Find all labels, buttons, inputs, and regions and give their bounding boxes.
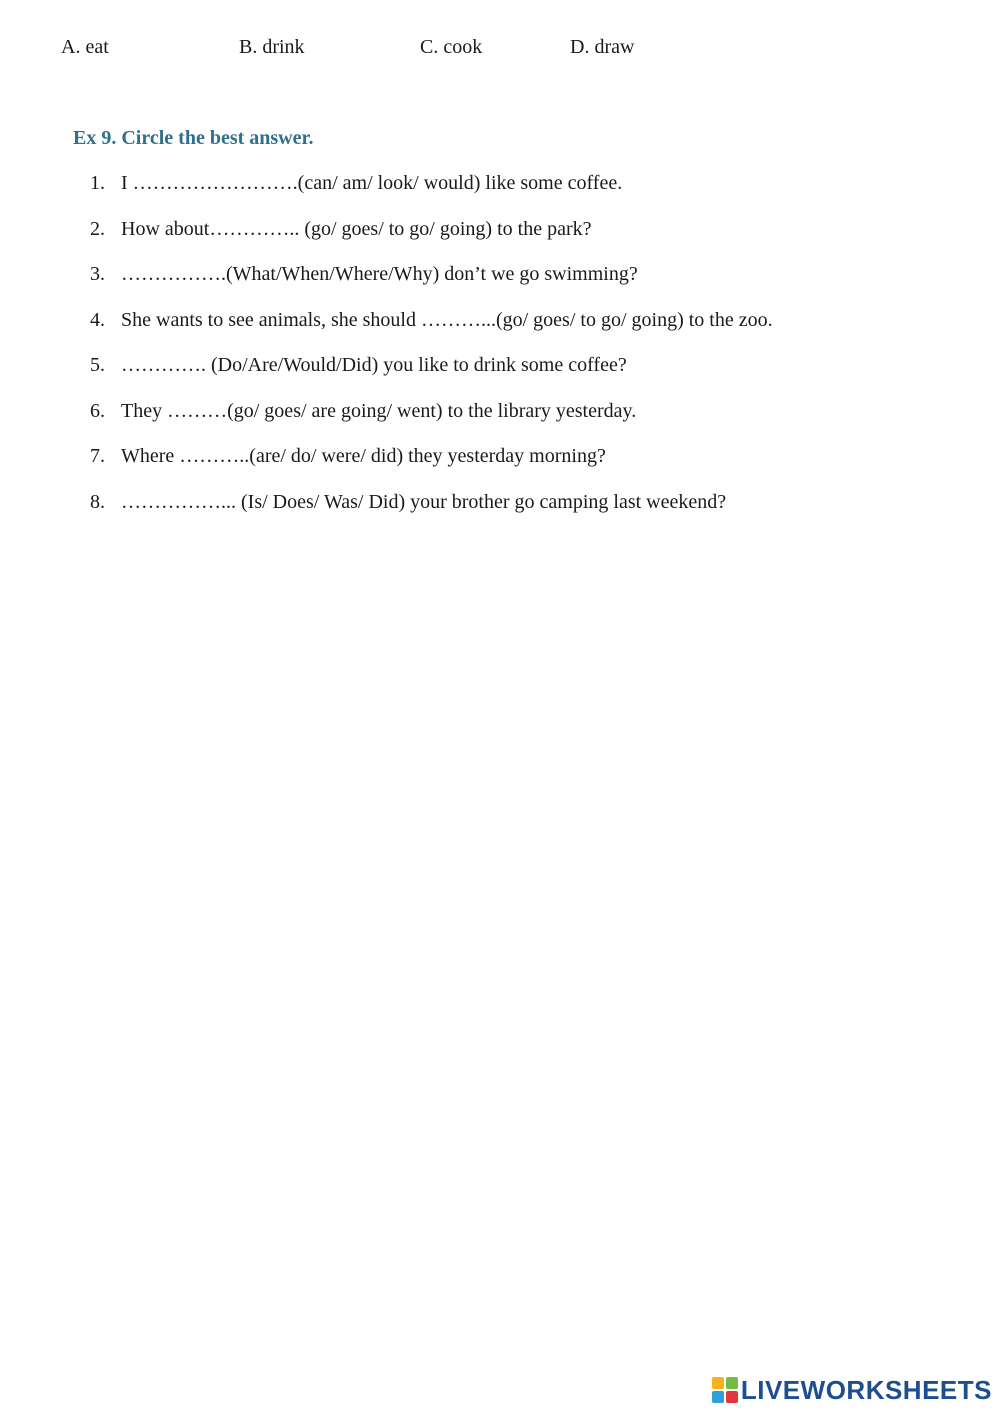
answer-options-row bbox=[0, 36, 1000, 64]
question-item bbox=[0, 218, 1000, 264]
question-text: They ………(go/ goes/ are going/ went) to the library yesterday. bbox=[121, 399, 637, 422]
question-number: 2. bbox=[90, 217, 105, 240]
question-item bbox=[0, 354, 1000, 400]
question-item bbox=[0, 400, 1000, 446]
question-text: She wants to see animals, she should ………...(go/ goes/ to go/ going) to the zoo. bbox=[121, 308, 773, 331]
question-number: 3. bbox=[90, 263, 105, 285]
brand-wordmark: LIVEWORKSHEETS bbox=[740, 1374, 992, 1405]
liveworksheets-brand bbox=[712, 1375, 992, 1405]
question-text: …………. (Do/Are/Would/Did) you like to drink some coffee? bbox=[121, 354, 627, 376]
question-item bbox=[0, 491, 1000, 537]
option-c: C. cook bbox=[420, 36, 483, 58]
question-item bbox=[0, 172, 1000, 218]
question-item bbox=[0, 445, 1000, 491]
question-number: 5. bbox=[90, 354, 105, 376]
question-number: 8. bbox=[90, 490, 105, 513]
option-a: A. eat bbox=[61, 36, 109, 58]
question-number: 6. bbox=[90, 399, 105, 422]
question-text: …………….(What/When/Where/Why) don’t we go swimming? bbox=[121, 263, 638, 285]
liveworksheets-logo-icon bbox=[712, 1377, 738, 1403]
question-number: 4. bbox=[90, 308, 105, 331]
option-d: D. draw bbox=[570, 36, 635, 58]
option-b: B. drink bbox=[239, 36, 305, 58]
question-text: Where ………..(are/ do/ were/ did) they yesterday morning? bbox=[121, 445, 606, 467]
question-number: 7. bbox=[90, 445, 105, 467]
question-item bbox=[0, 263, 1000, 309]
question-text: I …………………….(can/ am/ look/ would) like some coffee. bbox=[121, 172, 623, 194]
question-text: ……………... (Is/ Does/ Was/ Did) your brother go camping last weekend? bbox=[121, 490, 727, 513]
question-text: How about………….. (go/ goes/ to go/ going) to the park? bbox=[121, 217, 592, 240]
question-number: 1. bbox=[90, 172, 105, 194]
exercise-heading: Ex 9. Circle the best answer. bbox=[73, 127, 314, 149]
question-item bbox=[0, 309, 1000, 355]
question-list bbox=[0, 172, 1000, 536]
